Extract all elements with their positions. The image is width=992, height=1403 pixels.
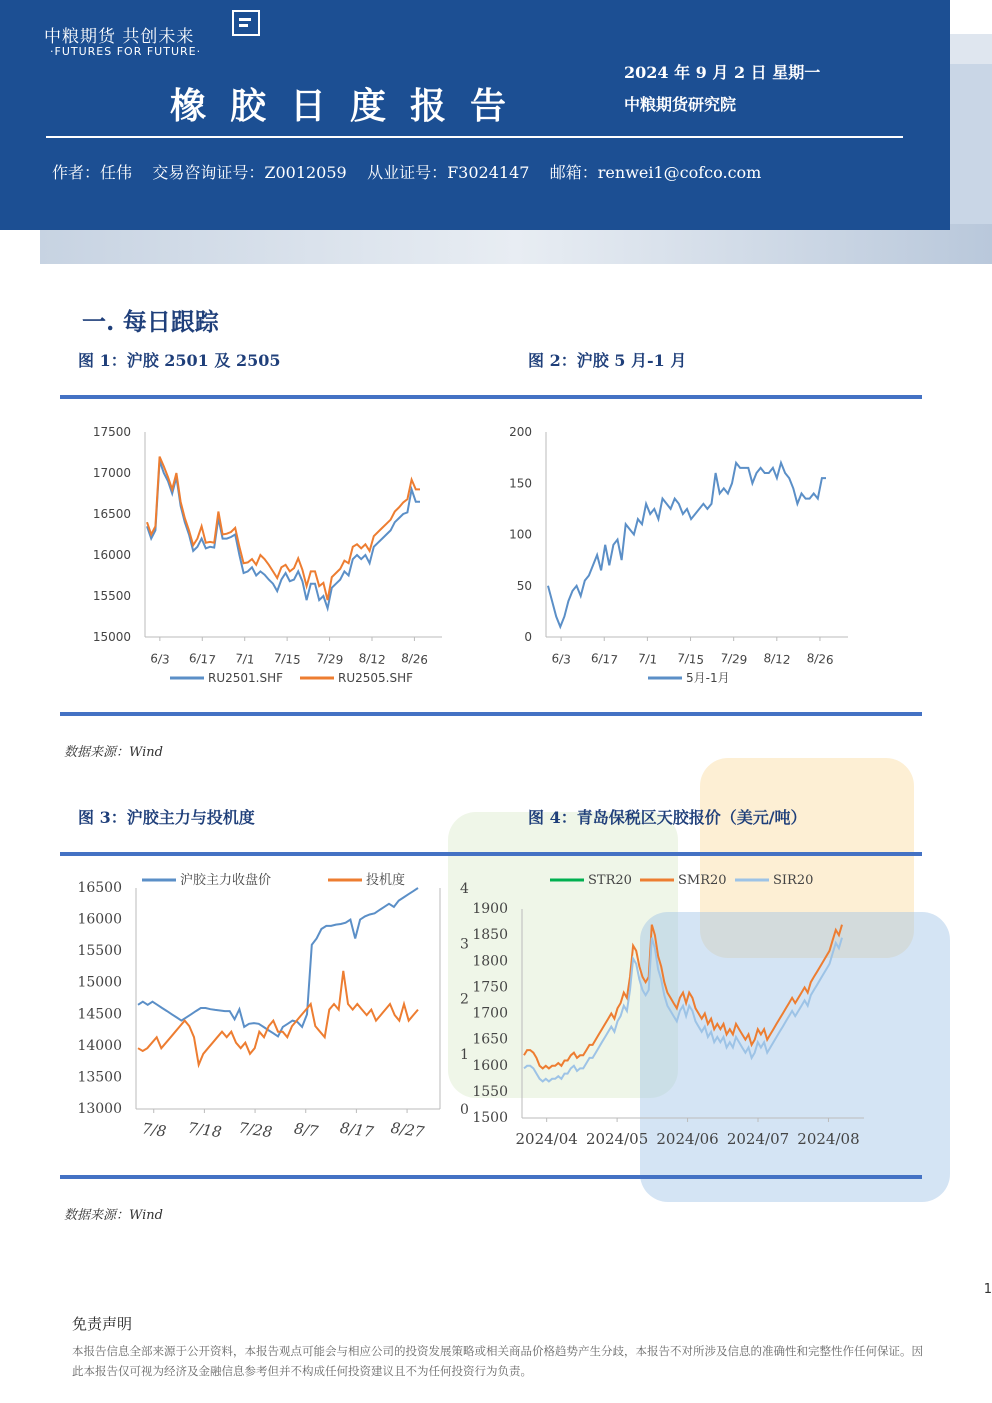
chart-main-speculation <box>60 860 480 1170</box>
fig3-title: 图 3：沪胶主力与投机度 <box>78 808 255 827</box>
y-tick-label: 100 <box>509 527 532 542</box>
y-tick-label: 13000 <box>77 1101 122 1117</box>
y-tick-label: 14000 <box>77 1037 122 1054</box>
y-tick-label: 0 <box>524 630 532 644</box>
data-source-2: 数据来源：Wind <box>64 1208 163 1223</box>
legend-label: RU2501.SHF <box>208 671 284 685</box>
y-tick-label: 1600 <box>472 1057 508 1074</box>
report-header <box>0 0 950 230</box>
company-slogan: ·FUTURES FOR FUTURE· <box>50 45 202 58</box>
y-tick-label: 16500 <box>77 880 122 896</box>
x-tick-label: 7/1 <box>637 651 658 667</box>
series-line-2 <box>524 938 842 1082</box>
x-tick-label: 8/26 <box>806 650 835 668</box>
legend-label: STR20 <box>588 873 632 888</box>
chart-qingdao-rubber-quotes <box>472 860 900 1170</box>
y-tick-label: 14500 <box>77 1006 122 1023</box>
fig-row1-bottom-rule <box>60 712 922 716</box>
x-tick-label: 6/17 <box>188 650 217 668</box>
company-logo-icon <box>232 10 260 36</box>
x-tick-label: 7/1 <box>234 651 256 667</box>
y-tick-label: 1550 <box>472 1083 508 1100</box>
y-tick-label: 150 <box>509 476 532 491</box>
x-tick-label: 8/7 <box>292 1119 320 1141</box>
x-tick-label: 8/12 <box>358 650 387 668</box>
y-tick-label: 16000 <box>92 548 131 562</box>
x-tick-label: 6/17 <box>590 650 619 668</box>
y2-tick-label: 4 <box>460 881 469 897</box>
x-tick-label: 8/12 <box>762 650 792 668</box>
y-tick-label: 13500 <box>77 1069 122 1086</box>
y-tick-label: 1650 <box>472 1031 508 1048</box>
series-line-1 <box>524 925 842 1069</box>
y2-tick-label: 1 <box>460 1046 469 1063</box>
x-tick-label: 7/29 <box>719 650 748 668</box>
y2-tick-label: 2 <box>460 991 469 1008</box>
legend-label: SMR20 <box>678 873 727 888</box>
company-logo-text: 中粮期货 共创未来 <box>44 27 195 47</box>
section-title: 一. 每日跟踪 <box>82 307 219 336</box>
series-line-0 <box>138 888 418 1036</box>
report-date: 2024 年 9 月 2 日 星期一 <box>624 63 821 82</box>
x-tick-label: 8/26 <box>400 650 429 668</box>
y-tick-label: 16000 <box>77 911 122 928</box>
x-tick-label: 8/17 <box>338 1118 375 1142</box>
y-tick-label: 15000 <box>77 974 122 991</box>
fig-row1-top-rule <box>60 395 922 399</box>
report-title: 橡胶日度报告 <box>170 85 531 127</box>
y-tick-label: 15500 <box>77 943 122 960</box>
y2-tick-label: 0 <box>460 1102 469 1118</box>
institute-name: 中粮期货研究院 <box>624 95 737 114</box>
y-tick-label: 16500 <box>92 507 131 521</box>
x-tick-label: 7/29 <box>315 650 344 668</box>
data-source-1: 数据来源：Wind <box>64 745 163 760</box>
y-tick-label: 1750 <box>472 979 508 996</box>
x-tick-label: 7/28 <box>237 1118 274 1142</box>
legend-label: 投机度 <box>366 873 406 888</box>
series-line-1 <box>138 971 418 1065</box>
x-tick-label: 7/18 <box>186 1118 223 1142</box>
x-tick-label: 7/8 <box>140 1119 168 1141</box>
y-tick-label: 50 <box>516 578 532 593</box>
fig4-title: 图 4：青岛保税区天胶报价（美元/吨） <box>528 808 807 827</box>
chart-may-jan-spread <box>490 400 910 710</box>
y-tick-label: 1900 <box>472 901 508 917</box>
y-tick-label: 200 <box>509 425 532 439</box>
disclaimer-title: 免责声明 <box>72 1315 133 1333</box>
y-tick-label: 1800 <box>472 953 508 970</box>
chart-ru2501-ru2505 <box>60 400 480 710</box>
x-tick-label: 7/15 <box>273 650 302 668</box>
y-tick-label: 1500 <box>472 1110 508 1126</box>
fig-row2-top-rule <box>60 852 922 856</box>
x-tick-label: 2024/05 <box>585 1130 649 1148</box>
x-tick-label: 6/3 <box>149 651 171 667</box>
y-tick-label: 1850 <box>472 927 508 944</box>
y-tick-label: 15500 <box>92 589 131 603</box>
x-tick-label: 2024/06 <box>656 1130 719 1148</box>
legend-label: SIR20 <box>773 873 814 888</box>
header-divider <box>46 136 903 138</box>
header-decoration-strip <box>40 224 992 264</box>
x-tick-label: 2024/08 <box>797 1130 860 1148</box>
legend-label: 5月-1月 <box>686 671 730 685</box>
legend-label: 沪胶主力收盘价 <box>180 873 272 888</box>
y-tick-label: 15000 <box>92 630 131 644</box>
disclaimer-text: 本报告信息全部来源于公开资料，本报告观点可能会与相应公司的投资发展策略或相关商品价格趋势产生分歧，本报告不对所涉及信息的准确性和完整性作任何保证。因此本报告仅可视为经济及金融信息参考但并不构成任何投资建议且不为任何投资行为负责。 <box>72 1344 923 1378</box>
legend-label: RU2505.SHF <box>338 671 414 685</box>
fig-row2-bottom-rule <box>60 1175 922 1179</box>
y2-tick-label: 3 <box>460 936 469 953</box>
x-tick-label: 8/27 <box>389 1118 426 1142</box>
fig2-title: 图 2：沪胶 5 月-1 月 <box>528 351 687 370</box>
y-tick-label: 17500 <box>92 425 131 439</box>
author-info: 作者：任伟 交易咨询证号：Z0012059 从业证号：F3024147 邮箱：renwei1@cofco.com <box>52 163 762 182</box>
y-tick-label: 17000 <box>92 466 131 480</box>
x-tick-label: 2024/07 <box>726 1130 790 1148</box>
y-tick-label: 1700 <box>472 1005 508 1022</box>
series-line-0 <box>548 463 826 627</box>
series-line-1 <box>147 457 420 600</box>
x-tick-label: 7/15 <box>676 650 705 668</box>
page-number: 1 <box>983 1282 992 1297</box>
series-line-0 <box>147 461 420 609</box>
fig1-title: 图 1：沪胶 2501 及 2505 <box>78 351 281 370</box>
x-tick-label: 6/3 <box>551 651 572 667</box>
x-tick-label: 2024/04 <box>515 1130 578 1148</box>
